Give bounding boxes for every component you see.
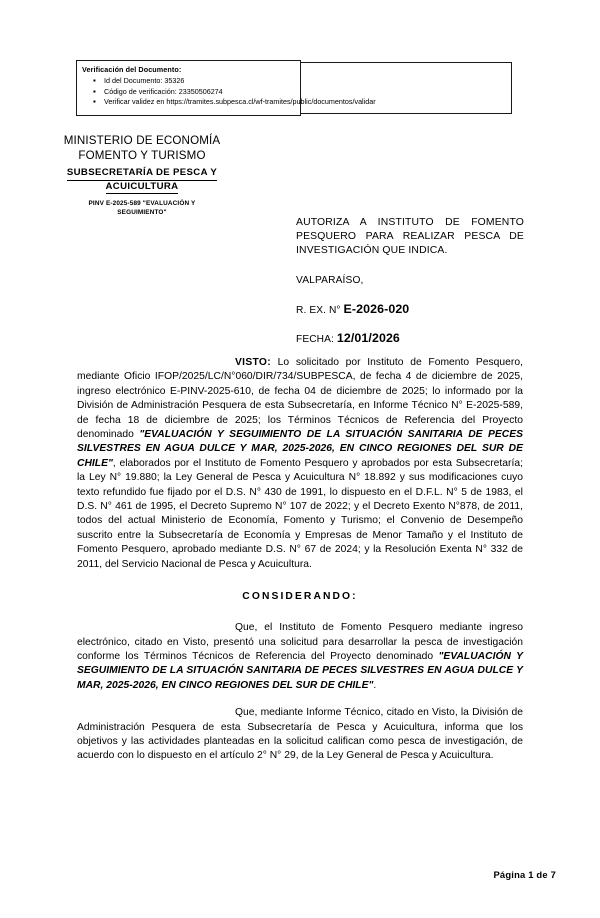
subsecretaria-line-1: SUBSECRETARÍA DE PESCA Y bbox=[67, 167, 217, 181]
resolution-title-block bbox=[296, 216, 524, 345]
paragraph-visto bbox=[77, 356, 523, 572]
list-item bbox=[93, 86, 507, 98]
resolution-number: E-2026-020 bbox=[343, 301, 410, 316]
subsecretaria-title bbox=[28, 167, 256, 194]
date-label: FECHA: bbox=[296, 333, 334, 345]
verification-item-id: Id del Documento: 35326 bbox=[104, 76, 185, 85]
ministry-line-2: FOMENTO Y TURISMO bbox=[78, 149, 206, 162]
document-body bbox=[77, 356, 523, 764]
resolution-line bbox=[296, 302, 524, 316]
verification-item-code: Código de verificación: 23350506274 bbox=[104, 86, 223, 96]
list-item bbox=[93, 97, 507, 108]
list-item bbox=[93, 76, 507, 87]
subsecretaria-line-2: ACUICULTURA bbox=[106, 181, 179, 195]
bullet-icon: ▪ bbox=[93, 97, 96, 106]
place-line: VALPARAÍSO, bbox=[296, 274, 364, 286]
verification-item-url: Verificar validez en https://tramites.subpesca.cl/wf-tramites/public/documentos/validar bbox=[104, 97, 376, 106]
verification-content bbox=[82, 65, 507, 108]
project-reference-line-2: SEGUIMIENTO" bbox=[117, 209, 167, 216]
organization-header bbox=[28, 133, 256, 217]
paragraph-considerando-1 bbox=[77, 621, 523, 693]
date-value: 12/01/2026 bbox=[336, 330, 400, 345]
visto-text-part-2: , elaborados por el Instituto de Fomento Pesquero y aprobados por esta Subsecretaría; la Ley N° 19.880; la Ley General de Pesca y Acuicultura N° 18.892 y sus modificaciones cuyo texto refundido fue fijado por el D.S. N° 430 de 1991, lo dispuesto en el D.F.L. N° 5 de 1983, el D.S. N° 461 de 1995, el Decreto Supremo N° 107 de 2022; y el Decreto Exento N°878, de 2011, todos del actual Ministerio de Economía, Fomento y Turismo; el Convenio de Desempeño suscrito entre la Subsecretaría de Economía y Empresas de Menor Tamaño y el Instituto de Fomento Pesquero, aprobado mediante D.S. N° 67 de 2024; y la Resolución Exenta N° 332 de 2011, del Servicio Nacional de Pesca y Acuicultura. bbox=[77, 457, 523, 570]
considerando-heading: CONSIDERANDO: bbox=[242, 591, 358, 603]
project-reference bbox=[28, 199, 256, 217]
project-title-visto: "EVALUACIÓN Y SEGUIMIENTO DE LA SITUACIÓN SANITARIA DE PECES SILVESTRES EN AGUA DULCE Y MAR, 2025-2026, EN CINCO REGIONES DEL SUR DE CHILE" bbox=[77, 429, 524, 469]
considerando-2-text: Que, mediante Informe Técnico, citado en Visto, la División de Administración Pesquera de esta Subsecretaría de Pesca y Acuicultura, informa que los objetivos y las actividades planteadas en la solicitud califican como pesca de investigación, de acuerdo con lo dispuesto en el artículo 2° N° 29, de la Ley General de Pesca y Acuicultura. bbox=[77, 707, 523, 762]
paragraph-considerando-2 bbox=[77, 706, 523, 764]
resolution-label: R. EX. N° bbox=[296, 304, 341, 316]
considerando-1-text-part-1: Que, el Instituto de Fomento Pesquero mediante ingreso electrónico, citado en Visto, presentó una solicitud para desarrollar la pesca de investigación conforme los Términos Técnicos de Referencia del Proyecto denominado bbox=[77, 622, 523, 662]
considerando-1-text-part-2: . bbox=[373, 679, 377, 691]
document-subject: AUTORIZA A INSTITUTO DE FOMENTO PESQUERO PARA REALIZAR PESCA DE INVESTIGACIÓN QUE INDICA. bbox=[296, 217, 524, 257]
bullet-icon: ▪ bbox=[93, 86, 96, 96]
page-number: Página 1 de 7 bbox=[493, 869, 556, 880]
project-title-considerando: "EVALUACIÓN Y SEGUIMIENTO DE LA SITUACIÓN SANITARIA DE PECES SILVESTRES EN AGUA DULCE Y MAR, 2025-2026, EN CINCO REGIONES DEL SUR DE CHILE" bbox=[77, 650, 524, 691]
verification-title: Verificación del Documento: bbox=[82, 65, 182, 74]
ministry-line-1: MINISTERIO DE ECONOMÍA bbox=[63, 134, 221, 147]
visto-label: VISTO: bbox=[235, 357, 271, 368]
project-reference-line-1: PINV E-2025-589 "EVALUACIÓN Y bbox=[88, 200, 196, 207]
document-verification-stamp bbox=[76, 60, 514, 116]
bullet-icon: ▪ bbox=[93, 76, 96, 85]
verification-list bbox=[82, 76, 507, 108]
date-line bbox=[296, 331, 524, 345]
visto-text-part-1: Lo solicitado por Instituto de Fomento Pesquero, mediante Oficio IFOP/2025/LC/N°060/DIR/734/SUBPESCA, de fecha 4 de diciembre de 2025, ingreso electrónico E-PINV-2025-610, de fecha 04 de diciembre de 2025; lo informado por la División de Administración Pesquera de esta Subsecretaría, en Informe Técnico N° E-2025-589, de fecha 18 de diciembre de 2025; los Términos Técnicos de Referencia del Proyecto denominado bbox=[77, 357, 523, 441]
